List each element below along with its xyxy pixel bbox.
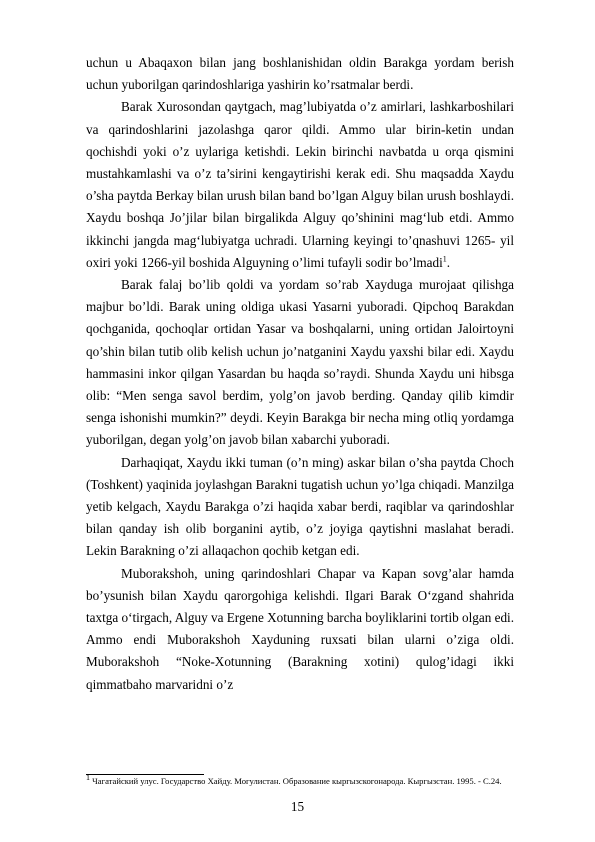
paragraph-4: Darhaqiqat, Xaydu ikki tuman (o’n ming) askar bilan o’sha paytda Choch (Toshkent) yaqinida joylashgan Barakni tugatish uchun yo’lga chiqadi. Manzilga yetib kelgach, Xaydu Barakga o’zi haqida xabar berdi, raqiblar va qarindoshlar bilan qanday ish olib borganini aytib, o’z joyiga qaytishni maslahat beradi. Lekin Barakning o’zi allaqachon qochib ketgan edi. bbox=[86, 454, 514, 559]
page-number: 15 bbox=[290, 799, 305, 814]
footnote-text: Чагатайский улус. Государство Хайду. Могулистан. Образование кыргызскогонарода. Кыргызстан. 1995. - С.24. bbox=[92, 776, 502, 786]
footnote-marker: 1 bbox=[86, 773, 90, 783]
document-body bbox=[86, 52, 514, 696]
paragraph-3: Barak falaj bo’lib qoldi va yordam so’rab Xayduga murojaat qilishga majbur bo’ldi. Barak uning oldiga ukasi Yasarni yuboradi. Qipchoq Barakdan qochganida, qochoqlar ortidan Yasar va boshqalarni, uning ortidan Jaloirtoyni qo’shin bilan tutib olib kelish uchun jo’natganini Xaydu yaxshi bilar edi. Xaydu hammasini inkor qilgan Yasardan bu haqda so’raydi. Shunda Xaydu uni hibsga olib: “Men senga savol berdim, yolg’on javob berding. Qanday qilib kimdir senga ishonishi mumkin?” deydi. Keyin Barakga bir necha ming otliq yordamga yuborilgan, degan yolg’on javob bilan xabarchi yuboradi. bbox=[86, 277, 514, 448]
footnote-reference[interactable]: 1 bbox=[442, 254, 447, 264]
paragraph-2 bbox=[86, 96, 514, 274]
footnote bbox=[86, 775, 514, 787]
paragraph-5: Muborakshoh, uning qarindoshlari Chapar va Kapan sovg’alar hamda bo’ysunish bilan Xaydu qarorgohiga kelishdi. Ilgari Barak O‘zgand shahrida taxtga o‘tirgach, Alguy va Ergene Xotunning barcha boyliklarini tortib olgan edi. Ammo endi Muborakshoh Xayduning ruxsati bilan ularni o’ziga oldi. Muborakshoh “Noke-Xotunning (Barakning xotini) qulog’idagi ikki qimmatbaho marvaridni o’z bbox=[86, 565, 515, 692]
paragraph-2-text: Barak Xurosondan qaytgach, mag’lubiyatda o’z amirlari, lashkarboshilari va qarindoshlarini jazolashga qaror qildi. Ammo ular birin-ketin undan qochishdi yoki o’z uylariga ketishdi. Lekin birinchi navbatda u orqa qismini mustahkamlashi va o’z ta’sirini kengaytirishi kerak edi. Shu maqsadda Xaydu o’sha paytda Berkay bilan urush bilan band bo’lgan Alguy bilan urush boshlaydi. Xaydu boshqa Jo’jilar bilan birgalikda Alguy qo’shinini mag‘lub etdi. Ammo ikkinchi jangda mag‘lubiyatga uchradi. Ularning keyingi to’qnashuvi 1265- yil oxiri yoki 1266-yil boshida Alguyning o’limi tufayli sodir bo’lmadi bbox=[86, 99, 514, 270]
paragraph-2-end: . bbox=[446, 254, 451, 270]
paragraph-1: uchun u Abaqaxon bilan jang boshlanishidan oldin Barakga yordam berish uchun yuborilgan qarindoshlariga yashirin ko’rsatmalar berdi. bbox=[86, 55, 514, 93]
